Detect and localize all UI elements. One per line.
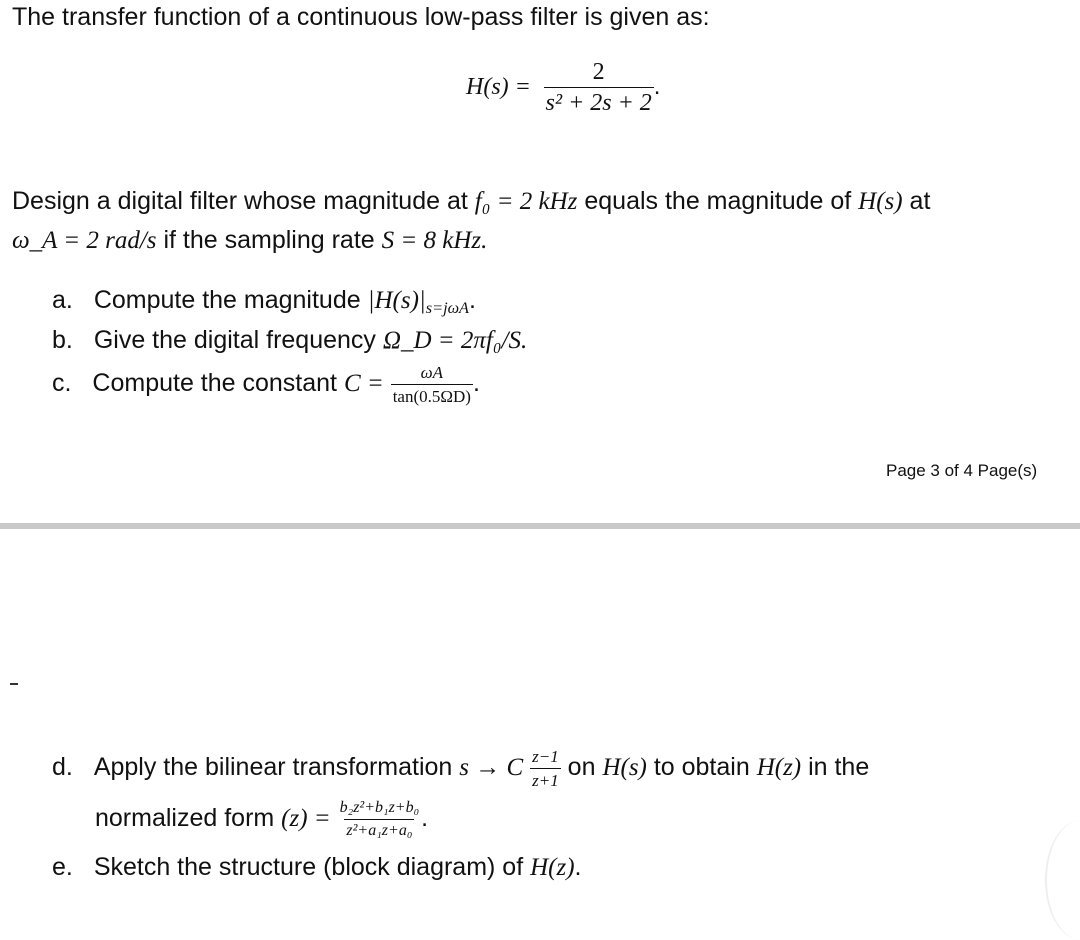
- intro-text: The transfer function of a continuous low-pass filter is given as:: [12, 3, 710, 31]
- design-f0: f₀ = 2 kHz: [474, 188, 578, 215]
- item-c-frac-num: ωA: [420, 363, 444, 382]
- item-a-sub: s=jωA: [425, 298, 469, 317]
- item-b-text: Give the digital frequency: [93, 326, 383, 354]
- normalized-text: normalized form: [95, 804, 282, 833]
- item-c-fraction: [391, 364, 473, 405]
- list-item-e: [52, 852, 582, 883]
- item-a-math: |H(s)|: [367, 287, 426, 314]
- item-d-fraction: [530, 748, 561, 789]
- list-item-c: [52, 364, 480, 405]
- design-hs: H(s): [858, 188, 903, 215]
- normalized-tail: .: [421, 804, 429, 833]
- item-c-frac-den: tan(0.5ΩD): [391, 384, 473, 405]
- item-c-marker: c.: [52, 369, 72, 398]
- hs-denominator: s² + 2s + 2: [544, 87, 654, 115]
- design-text-d: if the sampling rate: [156, 226, 382, 254]
- design-line-2: [12, 225, 487, 256]
- normalized-form-line: [95, 800, 428, 839]
- item-e-tail: .: [574, 853, 582, 881]
- list-item-b: [52, 325, 527, 356]
- hs-lhs: H(s) =: [466, 73, 531, 100]
- design-sampling: S = 8 kHz.: [381, 227, 488, 254]
- item-b-marker: b.: [52, 326, 73, 354]
- hs-numerator: 2: [592, 59, 605, 85]
- design-omega-a: ω_A = 2 rad/s: [12, 227, 157, 254]
- design-text-a: Design a digital filter whose magnitude at: [12, 187, 475, 215]
- item-d-tail-b: to obtain: [646, 753, 757, 782]
- item-a-tail: .: [469, 286, 476, 314]
- item-d-tail-math2: H(z): [756, 754, 802, 782]
- item-d-marker: d.: [52, 753, 73, 782]
- item-e-math: H(z): [530, 854, 575, 881]
- item-d-frac-num: z−1: [532, 747, 559, 766]
- item-d-tail-math: H(s): [602, 754, 647, 782]
- list-item-a: [52, 285, 476, 323]
- list-item-d: [52, 748, 869, 789]
- item-b-math: Ω_D = 2πf₀/S.: [382, 327, 528, 354]
- item-d-math: s → C: [459, 754, 524, 782]
- page-number-footer: Page 3 of 4 Page(s): [886, 461, 1038, 480]
- item-d-text: Apply the bilinear transformation: [93, 753, 460, 782]
- item-c-text: Compute the constant: [92, 369, 344, 398]
- transfer-function-equation: [466, 60, 660, 115]
- item-e-text: Sketch the structure (block diagram) of: [93, 853, 531, 881]
- item-d-tail-c: in the: [801, 753, 870, 782]
- normalized-fraction: [338, 800, 422, 839]
- normalized-frac-num: b₂z²+b₁z+b₀: [339, 799, 420, 816]
- margin-mark: [10, 683, 18, 685]
- item-a-marker: a.: [52, 286, 73, 314]
- normalized-frac-den: z²+a₁z+a₀: [344, 819, 414, 839]
- item-c-math: C =: [343, 370, 384, 398]
- design-text-b: equals the magnitude of: [577, 187, 859, 215]
- item-d-tail-a: on: [560, 753, 603, 782]
- design-text-c: at: [902, 187, 931, 215]
- item-a-text: Compute the magnitude: [93, 286, 368, 314]
- item-d-frac-den: z+1: [530, 768, 561, 789]
- normalized-math: (z) =: [281, 805, 331, 833]
- page-divider: [0, 523, 1080, 529]
- design-line-1: [12, 186, 930, 217]
- hs-fraction: [544, 60, 654, 115]
- item-c-tail: .: [472, 369, 480, 398]
- item-e-marker: e.: [52, 853, 73, 881]
- right-edge-arc: [1045, 820, 1080, 940]
- hs-period: .: [653, 72, 661, 100]
